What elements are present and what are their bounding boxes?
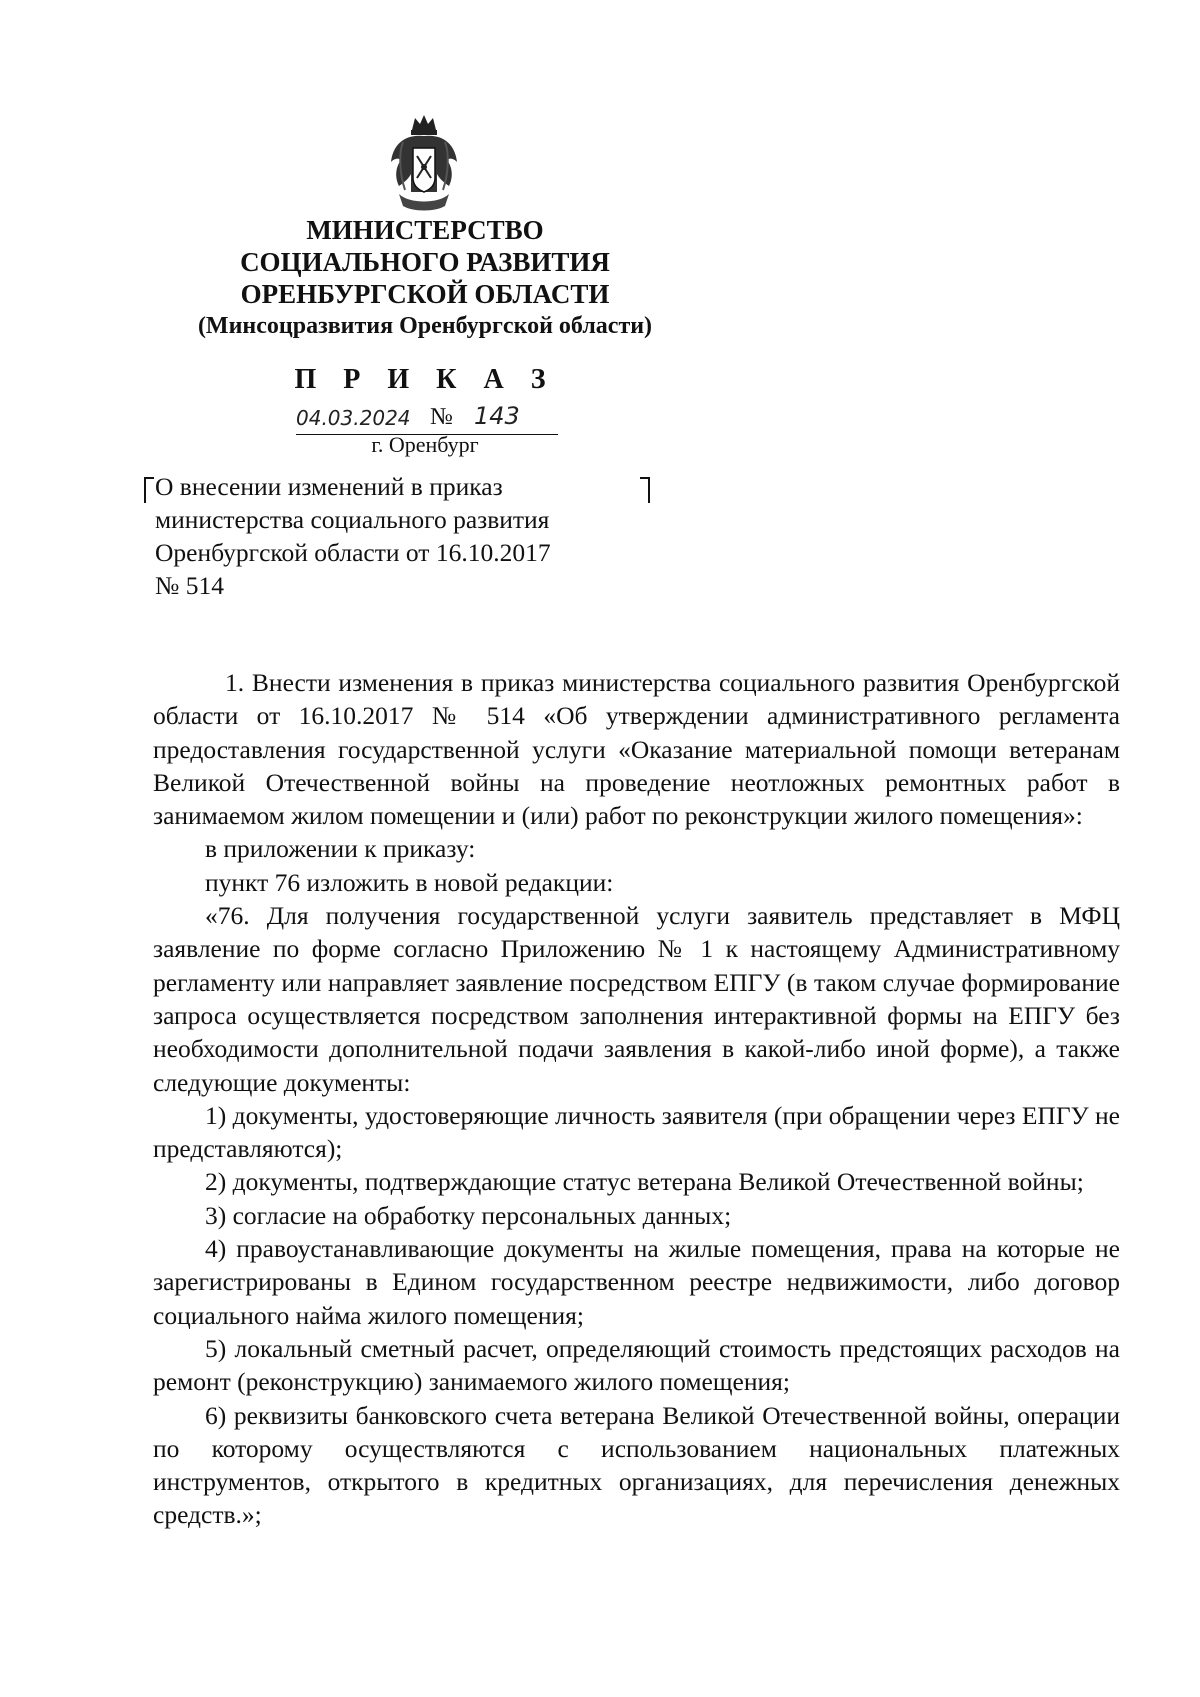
ministry-line-3: ОРЕНБУРГСКОЙ ОБЛАСТИ <box>240 279 610 309</box>
order-date-number-line <box>296 404 558 435</box>
order-body <box>153 666 1120 1532</box>
ministry-line-2: СОЦИАЛЬНОГО РАЗВИТИЯ <box>240 247 610 277</box>
list-item: 4) правоустанавливающие документы на жилые помещения, права на которые не зарегистрированы в Едином государственном реестре недвижимости, либо договор социального найма жилого помещения; <box>153 1234 1120 1330</box>
list-item: 2) документы, подтверждающие статус ветерана Великой Отечественной войны; <box>205 1167 1084 1197</box>
body-paragraph: пункт 76 изложить в новой редакции: <box>205 867 614 897</box>
subject-bracket-left <box>144 477 154 503</box>
list-item: 6) реквизиты банковского счета ветерана Великой Отечественной войны, операции по которому осуществляются с использованием национальных платежных инструментов, открытого в кредитных организациях, для перечисления денежных средств.»; <box>153 1400 1120 1530</box>
subject-line-4: № 514 <box>155 571 224 600</box>
order-subject <box>155 470 635 602</box>
number-sign: № <box>430 404 453 430</box>
coat-of-arms-emblem <box>385 112 463 212</box>
body-paragraph: в приложении к приказу: <box>205 834 476 864</box>
ministry-short-name: (Минсоцразвития Оренбургской области) <box>197 313 653 339</box>
subject-line-1: О внесении изменений в приказ <box>155 472 503 501</box>
order-date: 04.03.2024 <box>296 406 411 430</box>
list-item: 1) документы, удостоверяющие личность заявителя (при обращении через ЕПГУ не представляются); <box>153 1100 1120 1164</box>
order-title: П Р И К А З <box>294 364 556 395</box>
body-paragraph: 1. Внести изменения в приказ министерства социального развития Оренбургской области от 16.10.2017 № 514 «Об утверждении административного регламента предоставления государственной услуги «Оказание материальной помощи ветеранам Великой Отечественной войны на проведение неотложных ремонтных работ в занимаемом жилом помещении и (или) работ по реконструкции жилого помещения»: <box>153 668 1120 831</box>
body-paragraph: «76. Для получения государственной услуги заявитель представляет в МФЦ заявление по форме согласно Приложению № 1 к настоящему Административному регламенту или направляет заявление посредством ЕПГУ (в таком случае формирование запроса осуществляется посредством заполнения интерактивной формы на ЕПГУ без необходимости дополнительной подачи заявления в какой-либо иной форме), а также следующие документы: <box>153 901 1120 1097</box>
ministry-name <box>180 214 670 342</box>
subject-line-2: министерства социального развития <box>155 505 550 534</box>
order-city: г. Оренбург <box>371 432 479 457</box>
list-item: 5) локальный сметный расчет, определяющий стоимость предстоящих расходов на ремонт (реконструкцию) занимаемого жилого помещения; <box>153 1333 1120 1397</box>
order-number: 143 <box>474 402 520 430</box>
ministry-line-1: МИНИСТЕРСТВО <box>306 215 544 245</box>
subject-line-3: Оренбургской области от 16.10.2017 <box>155 538 551 567</box>
subject-bracket-right <box>640 477 650 503</box>
list-item: 3) согласие на обработку персональных данных; <box>205 1200 732 1230</box>
